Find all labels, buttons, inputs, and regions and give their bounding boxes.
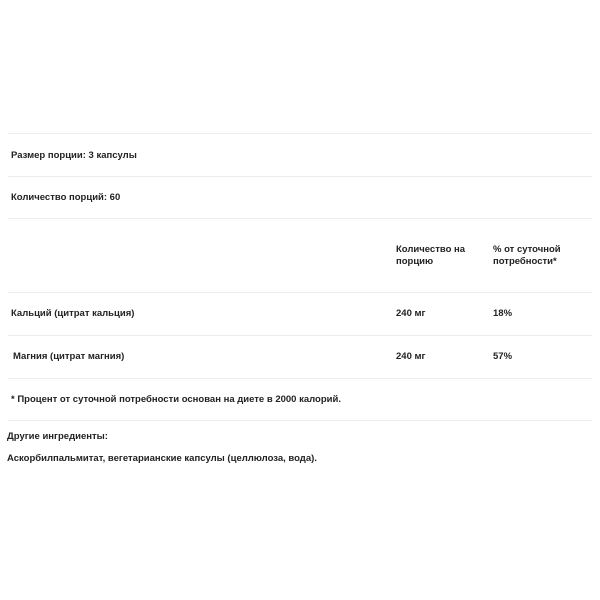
other-ingredients-text: Аскорбилпальмитат, вегетарианские капсулы (целлюлоза, вода). bbox=[7, 453, 317, 464]
footnote: * Процент от суточной потребности основан на диете в 2000 калорий. bbox=[11, 394, 341, 405]
divider bbox=[8, 133, 592, 134]
divider bbox=[8, 420, 592, 421]
header-dv-line1: % от суточной bbox=[493, 244, 561, 255]
row-name: Кальций (цитрат кальция) bbox=[11, 308, 135, 319]
row-name: Магния (цитрат магния) bbox=[13, 351, 125, 362]
serving-size: Размер порции: 3 капсулы bbox=[11, 150, 137, 161]
row-amount: 240 мг bbox=[396, 308, 426, 319]
divider bbox=[8, 176, 592, 177]
row-dv: 57% bbox=[493, 351, 513, 362]
header-amount-line1: Количество на bbox=[396, 244, 466, 255]
header-dv-line2: потребности* bbox=[493, 256, 557, 267]
divider bbox=[8, 218, 592, 219]
row-dv: 18% bbox=[493, 308, 513, 319]
header-amount-line2: порцию bbox=[396, 256, 434, 267]
divider bbox=[8, 378, 592, 379]
servings-count: Количество порций: 60 bbox=[11, 192, 121, 203]
row-amount: 240 мг bbox=[396, 351, 426, 362]
divider bbox=[8, 335, 592, 336]
divider bbox=[8, 292, 592, 293]
other-ingredients-title: Другие ингредиенты: bbox=[7, 431, 108, 442]
